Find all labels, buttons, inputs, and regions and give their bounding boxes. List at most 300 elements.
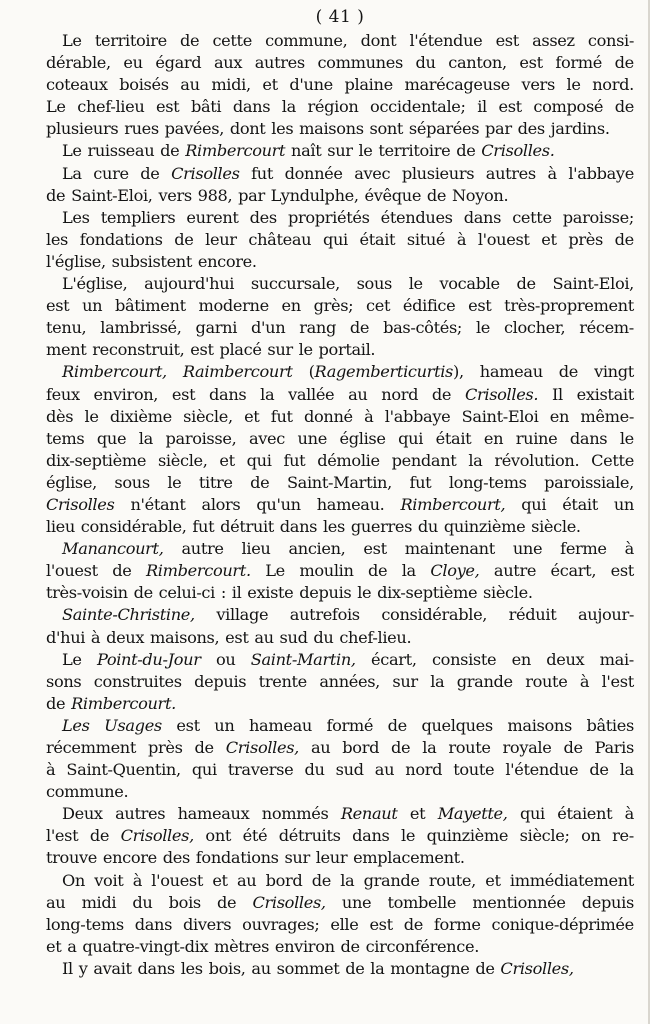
word: qui: [521, 494, 547, 514]
word: vers: [158, 185, 192, 205]
word: subsistent: [111, 251, 193, 271]
word: en: [511, 649, 531, 669]
word: aujour-: [577, 605, 634, 625]
text-line: [46, 560, 634, 582]
word: à: [90, 627, 101, 647]
word: construites: [93, 671, 182, 691]
text-line: [46, 273, 634, 295]
word: titre: [198, 472, 233, 492]
word: donné: [304, 406, 353, 426]
word: cette: [212, 31, 252, 50]
word: par: [238, 185, 265, 205]
word: est: [190, 340, 214, 360]
word: de: [112, 561, 132, 581]
word: les: [46, 229, 69, 249]
word: l'église,: [46, 251, 106, 271]
word: paroisse;: [562, 207, 634, 227]
word: ment: [46, 340, 87, 360]
word: consi-: [587, 31, 634, 50]
word: de: [475, 958, 495, 978]
word: années,: [319, 671, 380, 691]
word: quatre-vingt-dix: [82, 936, 209, 956]
word: territoire: [94, 31, 167, 50]
text-line: [46, 781, 634, 803]
word: du: [304, 760, 325, 780]
word: le: [167, 472, 182, 492]
word: vallée: [288, 384, 335, 404]
word: Sainte-Christine,: [62, 605, 195, 625]
word: tems: [46, 428, 85, 448]
word: au: [348, 384, 368, 404]
word: Manancourt,: [62, 539, 164, 559]
word: aux: [213, 53, 243, 73]
word: de: [614, 53, 634, 73]
word: (Ragemberticurtis),: [308, 362, 464, 382]
word: est: [176, 715, 200, 735]
word: détruits: [278, 826, 341, 846]
word: à: [132, 870, 143, 890]
word: fut: [283, 450, 306, 470]
word: de: [426, 185, 447, 205]
word: Saint-Quentin,: [66, 760, 181, 780]
word: de: [614, 97, 634, 117]
word: propriétés: [287, 207, 370, 227]
word: midi,: [211, 75, 251, 95]
word: autre: [493, 561, 537, 581]
word: et: [262, 75, 278, 95]
text-line: [46, 52, 634, 74]
word: le: [619, 428, 634, 448]
word: rues: [124, 119, 159, 139]
word: est: [495, 31, 519, 50]
text-line: [46, 428, 634, 450]
word: pavées,: [164, 119, 224, 139]
word: commune,: [265, 31, 348, 50]
word: bois: [168, 892, 201, 912]
word: siècle.: [531, 517, 581, 537]
word: la: [468, 450, 483, 470]
word: de: [456, 141, 476, 161]
word: sous: [356, 274, 392, 294]
text-line: [46, 914, 634, 936]
word: Mayette,: [437, 804, 508, 824]
word: garni: [195, 318, 238, 338]
word: sont: [369, 119, 404, 139]
word: les: [180, 958, 203, 978]
word: Cette: [591, 450, 634, 470]
word: de: [46, 693, 66, 713]
word: la: [619, 760, 634, 780]
word: des: [517, 119, 545, 139]
word: ou: [215, 649, 236, 669]
word: la: [430, 671, 445, 691]
word: à: [579, 671, 590, 691]
text-line: [46, 295, 634, 317]
word: coteaux: [46, 75, 108, 95]
word: un: [613, 494, 634, 514]
word: dix-septième: [46, 450, 147, 470]
word: la: [422, 738, 437, 757]
text-line: [46, 649, 634, 671]
word: qui: [191, 760, 217, 780]
word: qui: [398, 428, 424, 448]
word: fondations: [79, 229, 163, 249]
text-line: [46, 892, 634, 914]
word: autres: [254, 53, 305, 73]
word: moulin: [299, 561, 354, 581]
word: Il: [62, 958, 73, 978]
word: démolie: [317, 450, 380, 470]
word: et: [485, 870, 501, 890]
word: une: [297, 428, 327, 448]
word: au: [251, 958, 271, 978]
word: est: [156, 97, 180, 117]
word: le: [84, 406, 99, 426]
word: la: [281, 97, 296, 117]
word: bâties: [586, 715, 634, 735]
word: canton,: [448, 53, 507, 73]
word: communes: [317, 53, 403, 73]
word: donnée: [284, 163, 343, 183]
word: au: [46, 892, 66, 912]
word: bas-côtés;: [383, 318, 463, 338]
word: d'une: [289, 75, 333, 95]
word: qu'un: [256, 494, 301, 514]
word: existait: [576, 384, 634, 404]
word: hameau.: [316, 494, 385, 514]
word: nord: [381, 384, 419, 404]
text-line: [46, 229, 634, 251]
word: étaient: [557, 804, 613, 824]
word: depuis: [194, 671, 247, 691]
word: siècle,: [157, 450, 208, 470]
word: l'est: [46, 826, 79, 846]
word: situé: [406, 229, 446, 249]
word: le: [566, 75, 581, 95]
word: maisons,: [150, 627, 220, 647]
word: plusieurs: [46, 119, 119, 139]
word: un: [82, 296, 103, 316]
text-line: [46, 185, 634, 207]
word: Rimbercourt.: [145, 561, 251, 581]
word: lieu: [241, 539, 271, 559]
word: jardins.: [550, 119, 610, 139]
word: au: [180, 75, 200, 95]
text-line: [46, 494, 634, 516]
word: l'abbaye: [568, 163, 634, 183]
text-line: [46, 604, 634, 626]
word: emplacement.: [353, 848, 465, 868]
word: de: [516, 274, 536, 294]
word: boisés: [119, 75, 169, 95]
word: chef-lieu: [77, 97, 145, 117]
word: voit: [94, 870, 124, 890]
word: route,: [428, 870, 476, 890]
word: même-: [580, 406, 634, 426]
word: a: [67, 936, 77, 956]
text-line: [46, 472, 634, 494]
word: à: [46, 760, 56, 780]
word: est: [610, 561, 634, 581]
word: ancien,: [288, 539, 346, 559]
word: dans: [232, 97, 271, 117]
word: du: [415, 53, 436, 73]
word: Crisolles: [46, 494, 115, 514]
word: d'un: [251, 318, 286, 338]
word: dont: [229, 119, 266, 139]
text-line: [46, 715, 634, 737]
word: deux: [546, 649, 585, 669]
word: une: [512, 539, 543, 559]
word: guerres: [350, 517, 413, 537]
word: traverse: [227, 760, 294, 780]
word: le: [357, 583, 372, 603]
word: bord: [342, 738, 380, 757]
word: l'est: [601, 671, 634, 691]
word: à: [624, 539, 634, 559]
body-text: [46, 30, 634, 980]
word: est: [519, 53, 543, 73]
word: est: [363, 539, 387, 559]
word: Les: [62, 207, 90, 227]
word: mai-: [599, 649, 634, 669]
word: marécageuse: [404, 75, 510, 95]
word: on: [581, 826, 601, 846]
text-line: [46, 825, 634, 847]
word: considérable,: [381, 605, 488, 625]
word: par: [485, 119, 512, 139]
word: Cloye,: [430, 561, 480, 581]
word: est: [225, 627, 249, 647]
word: considérable,: [80, 517, 187, 537]
word: édifice: [402, 296, 456, 316]
word: écart,: [371, 649, 417, 669]
word: un: [214, 715, 235, 735]
word: Il: [551, 384, 563, 404]
text-line: [46, 30, 634, 52]
word: forme: [433, 914, 481, 934]
word: Rimbercourt: [185, 141, 286, 161]
word: alors: [201, 494, 241, 514]
word: autres: [115, 804, 166, 824]
word: près: [147, 738, 183, 757]
word: environ,: [93, 384, 159, 404]
word: naît: [291, 141, 322, 161]
text-line: [46, 251, 634, 273]
word: il: [231, 583, 242, 603]
word: l'ouest: [46, 561, 98, 581]
word: autrefois: [289, 605, 360, 625]
word: l'ouest: [477, 229, 530, 249]
word: dans: [569, 428, 608, 448]
word: elle: [330, 914, 359, 934]
word: Paris: [594, 738, 634, 757]
word: y: [78, 958, 88, 978]
word: 988,: [197, 185, 233, 205]
word: long-tems: [448, 472, 527, 492]
word: la: [138, 428, 153, 448]
word: dont: [360, 31, 397, 50]
word: bâti: [190, 97, 222, 117]
word: de: [345, 958, 365, 978]
word: les: [322, 517, 345, 537]
word: et: [212, 870, 228, 890]
word: une: [341, 892, 372, 912]
word: autres: [485, 163, 536, 183]
word: bois,: [208, 958, 246, 978]
word: au: [236, 870, 257, 890]
word: révolution.: [494, 450, 580, 470]
word: qui: [322, 229, 348, 249]
word: plaine: [344, 75, 393, 95]
text-line: [46, 847, 634, 869]
word: les: [271, 119, 294, 139]
text-line: [46, 450, 634, 472]
word: récem-: [579, 318, 634, 338]
word: à: [456, 229, 467, 249]
word: montagne: [390, 958, 470, 978]
word: et: [219, 450, 235, 470]
word: est: [468, 296, 492, 316]
word: était: [435, 428, 472, 448]
word: du: [313, 627, 334, 647]
word: l'étendue: [505, 760, 579, 780]
word: environ: [274, 936, 335, 956]
word: sur: [284, 848, 310, 868]
word: leur: [315, 848, 348, 868]
word: étendues: [380, 207, 453, 227]
word: de: [349, 318, 370, 338]
word: leur: [205, 229, 237, 249]
word: dès: [46, 406, 74, 426]
text-line: [46, 693, 634, 715]
word: est: [46, 296, 70, 316]
word: en: [281, 296, 301, 316]
word: de: [250, 472, 270, 492]
word: Point-du-Jour: [96, 649, 201, 669]
text-line: [46, 516, 634, 538]
word: ouvrages;: [242, 914, 320, 934]
word: égard: [155, 53, 202, 73]
word: immédiatement: [509, 870, 634, 890]
word: Le: [265, 561, 285, 581]
word: chef-lieu.: [339, 627, 412, 647]
word: en: [549, 406, 570, 426]
text-line: [46, 140, 634, 162]
word: détruit: [220, 517, 274, 537]
word: siècle.: [483, 583, 533, 603]
word: midi: [81, 892, 117, 912]
word: était: [562, 494, 598, 514]
word: Saint-Martin,: [286, 472, 392, 492]
word: château: [248, 229, 312, 249]
word: de: [194, 738, 214, 757]
text-line: [46, 339, 634, 361]
word: cure: [93, 163, 129, 183]
word: reconstruit,: [92, 340, 185, 360]
word: depuis: [299, 583, 352, 603]
word: Crisolles.: [481, 141, 555, 161]
word: fut: [409, 472, 432, 492]
word: de: [391, 738, 411, 757]
word: Saint-Eloi: [461, 406, 539, 426]
word: paroisse,: [165, 428, 237, 448]
word: séparées: [408, 119, 480, 139]
text-line: [46, 538, 634, 560]
word: Rimbercourt,: [62, 362, 167, 382]
word: dans: [279, 517, 318, 537]
word: ruine: [515, 428, 558, 448]
word: grande: [363, 870, 420, 890]
word: de: [140, 163, 160, 183]
text-line: [46, 96, 634, 118]
word: assez: [532, 31, 575, 50]
word: ont: [205, 826, 232, 846]
word: dans: [209, 384, 247, 404]
word: bâtiment: [114, 296, 186, 316]
word: de: [89, 826, 110, 846]
word: été: [242, 826, 268, 846]
word: sur: [267, 340, 293, 360]
word: de: [558, 362, 579, 382]
word: trouve: [46, 848, 98, 868]
word: de: [403, 914, 423, 934]
word: de: [217, 892, 237, 912]
word: toute: [453, 760, 495, 780]
word: templiers: [100, 207, 176, 227]
word: sud: [279, 627, 308, 647]
word: de: [340, 936, 360, 956]
word: Crisolles.: [464, 384, 539, 404]
word: de: [387, 715, 407, 735]
word: Les: [62, 715, 90, 735]
word: évêque: [364, 185, 422, 205]
word: long-tems: [46, 914, 124, 934]
word: de: [133, 583, 153, 603]
word: quinzième: [426, 826, 509, 846]
word: vingt: [594, 362, 634, 382]
word: Renaut: [340, 804, 398, 824]
word: avec: [354, 163, 391, 183]
word: des: [162, 848, 190, 868]
word: de: [589, 760, 609, 780]
word: encore.: [197, 251, 257, 271]
word: clocher,: [503, 318, 566, 338]
word: de: [180, 31, 200, 50]
word: encore: [102, 848, 157, 868]
text-line: [46, 384, 634, 406]
word: vers: [521, 75, 555, 95]
word: à: [364, 406, 374, 426]
word: mètres: [214, 936, 270, 956]
word: Crisolles,: [252, 892, 326, 912]
word: il: [477, 97, 487, 117]
word: dans: [463, 207, 502, 227]
word: la: [401, 561, 416, 581]
word: siècle;: [519, 826, 570, 846]
word: Raimbercourt: [182, 362, 293, 382]
word: le: [401, 826, 416, 846]
word: formé: [555, 53, 603, 73]
word: dérable,: [46, 53, 111, 73]
word: dans: [137, 958, 175, 978]
word: paroissiale,: [544, 472, 634, 492]
word: divers: [183, 914, 232, 934]
word: :: [220, 583, 226, 603]
word: village: [216, 605, 269, 625]
word: re-: [612, 826, 634, 846]
word: autre: [181, 539, 224, 559]
